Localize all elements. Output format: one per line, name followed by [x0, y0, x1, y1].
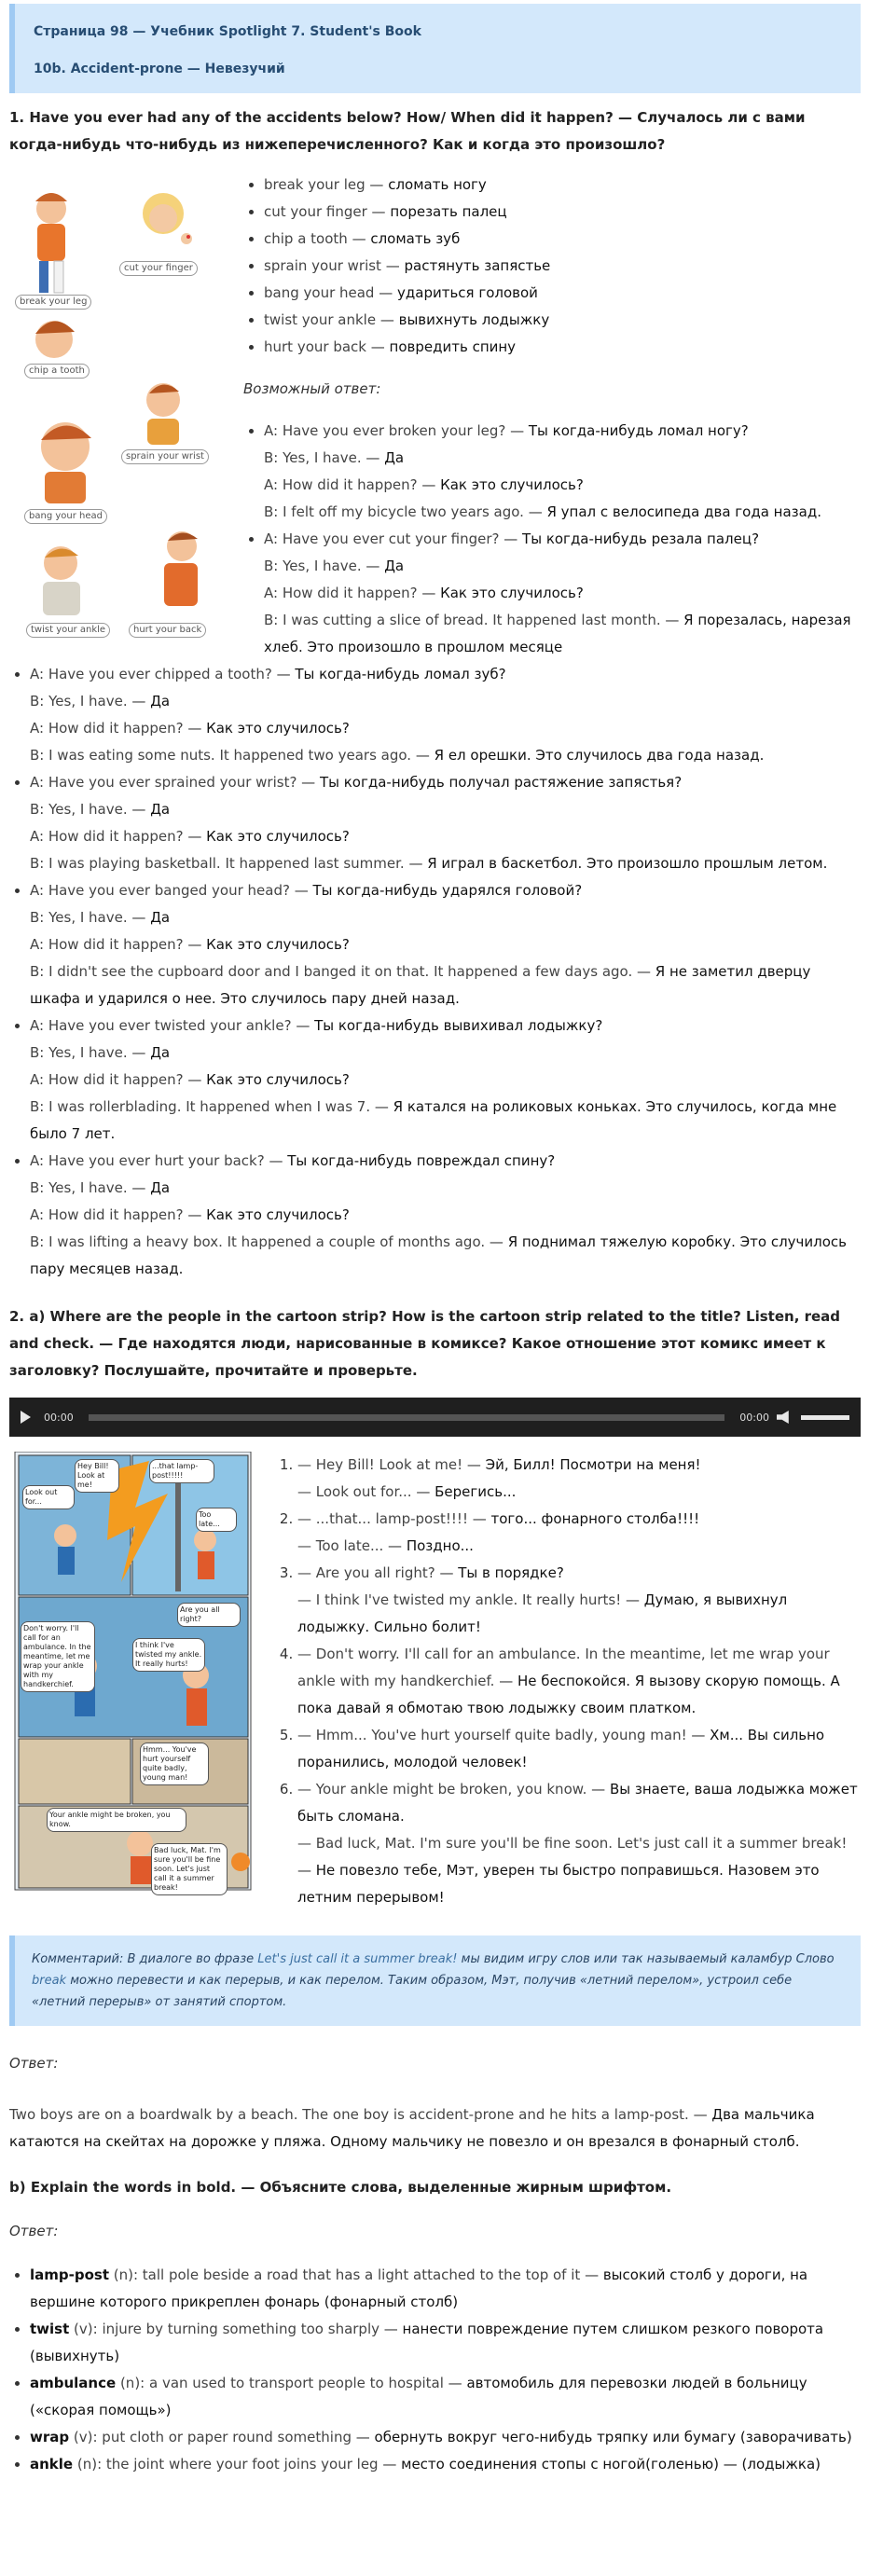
dialogue-ru: Ты когда-нибудь ударялся головой? — [312, 882, 583, 899]
dialogue-line: A: How did it happen? — Как это случилось? — [30, 828, 350, 845]
dialogue-en: A: How did it happen? — [30, 1206, 184, 1223]
audio-current-time: 00:00 — [44, 1411, 74, 1424]
dialogue-ru: Да — [150, 1179, 171, 1196]
dialogue-item — [30, 1148, 861, 1283]
word-item: • ambulance (n): a van used to transport people to hospital — автомобиль для перевозки людей в больницу («скорая помощь») — [30, 2370, 861, 2424]
dialogue-ru: Да — [384, 449, 405, 466]
word-definition: (n): tall pole beside a road that has a light attached to the top of it — [109, 2266, 581, 2283]
dialogue-list-bottom — [9, 661, 861, 1283]
word-translation: автомобиль для перевозки людей в больницу («скорая помощь») — [30, 2375, 807, 2418]
dialogue-line: B: Yes, I have. — Да — [30, 909, 171, 926]
dialogue-line: B: Yes, I have. — Да — [30, 801, 171, 818]
dialogue-ru: Да — [150, 693, 171, 709]
page-header — [9, 4, 861, 93]
dialogue-ru: Как это случилось? — [440, 476, 584, 493]
dialogue-ru: Как это случилось? — [206, 720, 350, 737]
dialogue-line: B: I was playing basketball. It happened last summer. — Я играл в баскетбол. Это произошло прошлым летом. — [30, 855, 828, 872]
task2b-title: b) Explain the words in bold. — Объясните слова, выделенные жирным шрифтом. — [9, 2179, 672, 2196]
strip-en: — ...that... lamp-post!!!! — [297, 1510, 468, 1527]
bubble-9: Your ankle might be broken, you know. — [47, 1808, 186, 1832]
word-term: lamp-post — [30, 2266, 109, 2283]
vocab-item: • hurt your back — повредить спину — [264, 334, 861, 361]
strip-ru: Поздно... — [406, 1537, 474, 1554]
strip-ru: Думаю, я вывихнул лодыжку. Сильно болит! — [297, 1591, 788, 1635]
dialogue-en: B: Yes, I have. — [30, 801, 128, 818]
dialogue-en: A: Have you ever banged your head? — [30, 882, 290, 899]
strip-line: — Bad luck, Mat. I'm sure you'll be fine soon. Let's just call it a summer break! — Не повезло тебе, Мэт, уверен ты быстро поправишься. Назовем это летним перерывом! — [297, 1835, 848, 1906]
comment-word: break — [32, 1974, 67, 1988]
strip-en: — Hey Bill! Look at me! — [297, 1456, 463, 1473]
dialogue-ru: Я играл в баскетбол. Это произошло прошлым летом. — [427, 855, 828, 872]
dialogue-en: B: Yes, I have. — [264, 558, 362, 574]
word-definition: (n): the joint where your foot joins your leg — [73, 2456, 379, 2473]
task2a-answer-en: Two boys are on a boardwalk by a beach. The one boy is accident-prone and he hits a lamp-post. — [9, 2106, 689, 2123]
vocab-item: • sprain your wrist — растянуть запястье — [264, 253, 861, 280]
dialogue-ru: Ты когда-нибудь повреждал спину? — [287, 1152, 556, 1169]
strip-ru: Не беспокойся. Я вызову скорую помощь. А пока давай я обмотаю твою лодыжку своим платком. — [297, 1673, 840, 1716]
dialogue-en: B: I was playing basketball. It happened last summer. — [30, 855, 405, 872]
dialogue-en: A: Have you ever hurt your back? — [30, 1152, 265, 1169]
strip-en: — Are you all right? — [297, 1564, 435, 1581]
vocab-item: • bang your head — удариться головой — [264, 280, 861, 307]
dialogue-ru: Я катался на роликовых коньках. Это случилось, когда мне было 7 лет. — [30, 1098, 837, 1142]
task2b-answer-label: Ответ: — [9, 2223, 59, 2239]
dialogue-en: A: How did it happen? — [30, 828, 184, 845]
dialogue-en: B: Yes, I have. — [30, 909, 128, 926]
illu-label-twist-ankle: twist your ankle — [26, 623, 110, 638]
dialogue-ru: Я порезалась, нарезая хлеб. Это произошло в прошлом месяце — [264, 612, 851, 655]
dialogue-en: B: I was lifting a heavy box. It happened a couple of months ago. — [30, 1233, 486, 1250]
strip-line: 5. — Hmm... You've hurt yourself quite badly, young man! — Хм... Вы сильно поранились, молодой человек! — [297, 1727, 825, 1770]
dialogue-line: B: Yes, I have. — Да — [264, 558, 405, 574]
dialogue-en: A: How did it happen? — [30, 720, 184, 737]
dialogue-line: B: Yes, I have. — Да — [30, 1179, 171, 1196]
word-item: • lamp-post (n): tall pole beside a road that has a light attached to the top of it — высокий столб у дороги, на вершине которого прикреплен фонарь (фонарный столб) — [30, 2262, 861, 2316]
bubble-1: Hey Bill! Look at me! — [75, 1459, 119, 1493]
audio-duration: 00:00 — [739, 1411, 769, 1424]
strip-ru: Ты в порядке? — [458, 1564, 564, 1581]
dialogue-en: A: Have you ever sprained your wrist? — [30, 774, 297, 791]
strip-line: 4. — Don't worry. I'll call for an ambulance. In the meantime, let me wrap your ankle with my handkerchief. — Не беспокойся. Я вызову скорую помощь. А пока давай я обмотаю твою лодыжку своим платком. — [297, 1646, 840, 1716]
strip-line: 1. — Hey Bill! Look at me! — Эй, Билл! Посмотри на меня! — [297, 1456, 701, 1473]
illu-label-chip-tooth: chip a tooth — [24, 364, 90, 379]
dialogue-line: • A: Have you ever sprained your wrist? — Ты когда-нибудь получал растяжение запястья? — [30, 774, 683, 791]
vocab-item: • break your leg — сломать ногу — [264, 172, 861, 199]
dialogue-line: B: I was eating some nuts. It happened two years ago. — Я ел орешки. Это случилось два года назад. — [30, 747, 765, 764]
dialogue-ru: Я упал с велосипеда два года назад. — [546, 503, 821, 520]
vocab-item: • twist your ankle — вывихнуть лодыжку — [264, 307, 861, 334]
vocab-item: • cut your finger — порезать палец — [264, 199, 861, 226]
dialogue-line: B: I didn't see the cupboard door and I banged it on that. It happened a few days ago. — Я не заметил дверцу шкафа и ударился о нее. Это случилось пару дней назад. — [30, 963, 811, 1007]
word-translation: обернуть вокруг чего-нибудь тряпку или бумагу (заворачивать) — [374, 2429, 852, 2445]
dialogue-list-top — [243, 418, 861, 661]
vocab-en: cut your finger — [264, 203, 367, 220]
word-translation: высокий столб у дороги, на вершине которого прикреплен фонарь (фонарный столб) — [30, 2266, 808, 2310]
strip-ru: Вы знаете, ваша лодыжка может быть сломана. — [297, 1781, 858, 1825]
dialogue-line: A: How did it happen? — Как это случилось? — [264, 476, 584, 493]
dialogue-en: B: I was rollerblading. It happened when I was 7. — [30, 1098, 371, 1115]
vocab-en: hurt your back — [264, 338, 366, 355]
task2a-answer-ru: Два мальчика катаются на скейтах на дорожке у пляжа. Одному мальчику не повезло и он врезался в фонарный столб. — [9, 2106, 815, 2150]
vocab-ru: растянуть запястье — [404, 257, 551, 274]
dialogue-line: B: Yes, I have. — Да — [30, 693, 171, 709]
dialogue-en: A: How did it happen? — [264, 476, 418, 493]
comment-text-3: можно перевести и как перерыв, и как перелом. Таким образом, Мэт, получив «летний перелом», устроил себе «летний перерыв» от занятий спортом. — [32, 1974, 793, 2009]
dialogue-item — [264, 418, 861, 526]
strip-ru: Берегись... — [435, 1483, 517, 1500]
vocab-list — [243, 172, 861, 361]
play-icon[interactable] — [21, 1411, 31, 1424]
task1-row — [9, 172, 861, 661]
cartoon-strip — [9, 1452, 256, 1899]
vocab-ru: удариться головой — [397, 284, 538, 301]
vocab-en: twist your ankle — [264, 311, 377, 328]
strip-item — [297, 1560, 861, 1641]
dialogue-line: • A: Have you ever cut your finger? — Ты когда-нибудь резала палец? — [264, 530, 760, 547]
word-term: twist — [30, 2321, 70, 2337]
comment-box — [9, 1935, 861, 2026]
strip-item — [297, 1506, 861, 1560]
audio-progress-track[interactable] — [89, 1414, 725, 1421]
strip-line: — Look out for... — Берегись... — [297, 1483, 517, 1500]
strip-dialogue-list — [271, 1452, 861, 1911]
dialogue-ru: Как это случилось? — [206, 936, 350, 953]
strip-item — [297, 1776, 861, 1911]
bubble-4: Too late... — [196, 1508, 237, 1532]
dialogue-line: A: How did it happen? — Как это случилось? — [30, 936, 350, 953]
dialogue-line: B: I felt off my bicycle two years ago. — Я упал с велосипеда два года назад. — [264, 503, 821, 520]
task1-right-column — [243, 172, 861, 661]
dialogue-line: A: How did it happen? — Как это случилось? — [264, 585, 584, 601]
dialogue-line: B: I was cutting a slice of bread. It happened last month. — Я порезалась, нарезая хлеб. Это произошло в прошлом месяце — [264, 612, 851, 655]
dialogue-line: • A: Have you ever banged your head? — Ты когда-нибудь ударялся головой? — [30, 882, 583, 899]
task2a-title: 2. a) Where are the people in the cartoon strip? How is the cartoon strip related to the title? Listen, read and check. — Где находятся люди, нарисованные в комиксе? Какое отношение этот комикс имеет к заголовку? Послушайте, прочитайте и проверьте. — [9, 1308, 841, 1379]
page-subtitle: 10b. Accident-prone — Невезучий — [34, 62, 285, 76]
dialogue-ru: Я поднимал тяжелую коробку. Это случилось пару месяцев назад. — [30, 1233, 848, 1277]
strip-en: — Hmm... You've hurt yourself quite badly, young man! — [297, 1727, 687, 1743]
dialogue-line: • A: Have you ever hurt your back? — Ты когда-нибудь повреждал спину? — [30, 1152, 556, 1169]
vocab-ru: вывихнуть лодыжку — [398, 311, 550, 328]
illu-label-bang-head: bang your head — [24, 509, 107, 524]
dialogue-en: A: Have you ever twisted your ankle? — [30, 1017, 292, 1034]
dialogue-line: B: I was rollerblading. It happened when I was 7. — Я катался на роликовых коньках. Это случилось, когда мне было 7 лет. — [30, 1098, 837, 1142]
word-translation: место соединения стопы с ногой(голенью) — (лодыжка) — [401, 2456, 821, 2473]
vocab-en: break your leg — [264, 176, 366, 193]
strip-ru: того... фонарного столба!!!! — [490, 1510, 700, 1527]
vocab-ru: повредить спину — [389, 338, 517, 355]
dialogue-ru: Да — [150, 1044, 171, 1061]
dialogue-ru: Да — [150, 801, 171, 818]
comment-text-2: мы видим игру слов или так называемый каламбур Слово — [457, 1952, 835, 1966]
dialogue-item — [30, 877, 861, 1012]
comment-phrase: Let's just call it a summer break! — [257, 1952, 458, 1966]
illu-label-break-leg: break your leg — [15, 295, 91, 310]
strip-item — [297, 1722, 861, 1776]
word-translation: нанести повреждение путем слишком резкого поворота (вывихнуть) — [30, 2321, 824, 2364]
dialogue-ru: Ты когда-нибудь получал растяжение запястья? — [319, 774, 683, 791]
dialogue-item — [264, 526, 861, 661]
vocab-ru: сломать зуб — [370, 230, 461, 247]
vocab-en: sprain your wrist — [264, 257, 381, 274]
strip-en: — I think I've twisted my ankle. It really hurts! — [297, 1591, 622, 1608]
strip-en: — Your ankle might be broken, you know. — [297, 1781, 587, 1798]
dialogue-line: • A: Have you ever broken your leg? — Ты когда-нибудь ломал ногу? — [264, 422, 749, 439]
audio-player — [9, 1398, 861, 1437]
strip-line: — Too late... — Поздно... — [297, 1537, 474, 1554]
dialogue-line: • A: Have you ever chipped a tooth? — Ты когда-нибудь ломал зуб? — [30, 666, 506, 682]
dialogue-en: A: How did it happen? — [264, 585, 418, 601]
strip-line: 3. — Are you all right? — Ты в порядке? — [297, 1564, 564, 1581]
dialogue-line: A: How did it happen? — Как это случилось? — [30, 1071, 350, 1088]
bubble-10: Bad luck, Mat. I'm sure you'll be fine soon. Let's just call it a summer break! — [151, 1843, 228, 1895]
dialogue-en: B: Yes, I have. — [30, 1044, 128, 1061]
vocab-en: chip a tooth — [264, 230, 348, 247]
accidents-illustration — [9, 172, 238, 661]
strip-ru: Не повезло тебе, Мэт, уверен ты быстро поправишься. Назовем это летним перерывом! — [297, 1862, 820, 1906]
strip-ru: Хм... Вы сильно поранились, молодой человек! — [297, 1727, 825, 1770]
dialogue-ru: Как это случилось? — [206, 1206, 350, 1223]
dialogue-ru: Я не заметил дверцу шкафа и ударился о нее. Это случилось пару дней назад. — [30, 963, 811, 1007]
dialogue-line: A: How did it happen? — Как это случилось? — [30, 720, 350, 737]
dialogue-en: A: Have you ever cut your finger? — [264, 530, 500, 547]
bubble-5: Are you all right? — [177, 1603, 241, 1627]
dialogue-ru: Как это случилось? — [440, 585, 584, 601]
dialogue-line: • A: Have you ever twisted your ankle? — Ты когда-нибудь вывихивал лодыжку? — [30, 1017, 603, 1034]
task2a-answer: Two boys are on a boardwalk by a beach. The one boy is accident-prone and he hits a lamp-post. — Два мальчика катаются на скейтах на дорожке у пляжа. Одному мальчику не повезло и он врезался в фонарный столб. — [9, 2106, 815, 2150]
dialogue-ru: Я ел орешки. Это случилось два года назад. — [434, 747, 765, 764]
strip-line: 2. — ...that... lamp-post!!!! — того... фонарного столба!!!! — [297, 1510, 700, 1527]
task1-answer-label: Возможный ответ: — [243, 380, 381, 397]
dialogue-en: A: How did it happen? — [30, 936, 184, 953]
strip-en: — Look out for... — [297, 1483, 412, 1500]
dialogue-en: B: I felt off my bicycle two years ago. — [264, 503, 524, 520]
vocab-en: bang your head — [264, 284, 375, 301]
dialogue-item — [30, 769, 861, 877]
strip-item — [297, 1641, 861, 1722]
dialogue-ru: Ты когда-нибудь ломал зуб? — [295, 666, 506, 682]
dialogue-en: B: Yes, I have. — [30, 1179, 128, 1196]
dialogue-ru: Да — [150, 909, 171, 926]
word-definition: (v): put cloth or paper round something — [69, 2429, 352, 2445]
vocab-item: • chip a tooth — сломать зуб — [264, 226, 861, 253]
word-item: • wrap (v): put cloth or paper round something — обернуть вокруг чего-нибудь тряпку или бумагу (заворачивать) — [30, 2424, 861, 2451]
vocab-ru: сломать ногу — [388, 176, 487, 193]
dialogue-line: B: Yes, I have. — Да — [264, 449, 405, 466]
page-title: Страница 98 — Учебник Spotlight 7. Student's Book — [34, 24, 421, 39]
word-item: • ankle (n): the joint where your foot joins your leg — место соединения стопы с ногой(голенью) — (лодыжка) — [30, 2451, 861, 2478]
word-item: • twist (v): injure by turning something too sharply — нанести повреждение путем слишком резкого поворота (вывихнуть) — [30, 2316, 861, 2370]
dialogue-en: A: Have you ever chipped a tooth? — [30, 666, 272, 682]
volume-icon[interactable] — [777, 1411, 792, 1424]
word-definition: (v): injure by turning something too sharply — [69, 2321, 379, 2337]
illu-label-hurt-back: hurt your back — [129, 623, 206, 638]
dialogue-ru: Как это случилось? — [206, 1071, 350, 1088]
dialogue-ru: Да — [384, 558, 405, 574]
dialogue-line: A: How did it happen? — Как это случилось? — [30, 1206, 350, 1223]
strip-en: — Too late... — [297, 1537, 384, 1554]
illu-label-sprain-wrist: sprain your wrist — [121, 449, 209, 464]
word-term: ankle — [30, 2456, 74, 2473]
strip-en: — Bad luck, Mat. I'm sure you'll be fine soon. Let's just call it a summer break! — [297, 1835, 848, 1852]
bubble-7: Don't worry. I'll call for an ambulance. In the meantime, let me wrap your ankle with my handkerchief. — [21, 1621, 95, 1692]
bubble-3: ...that lamp-post!!!!! — [149, 1459, 214, 1483]
bubble-6: I think I've twisted my ankle. It really hurts! — [132, 1638, 205, 1672]
words-list — [9, 2262, 861, 2478]
word-term: ambulance — [30, 2375, 117, 2391]
dialogue-item — [30, 1012, 861, 1148]
dialogue-en: A: Have you ever broken your leg? — [264, 422, 506, 439]
comment-text-1: Комментарий: В диалоге во фразе — [32, 1952, 258, 1966]
dialogue-ru: Ты когда-нибудь ломал ногу? — [528, 422, 749, 439]
bubble-8: Hmm... You've hurt yourself quite badly, young man! — [140, 1743, 209, 1785]
task2a-answer-label: Ответ: — [9, 2055, 59, 2072]
strip-line: 6. — Your ankle might be broken, you know. — Вы знаете, ваша лодыжка может быть сломана. — [297, 1781, 858, 1825]
strip-line: — I think I've twisted my ankle. It really hurts! — Думаю, я вывихнул лодыжку. Сильно болит! — [297, 1591, 788, 1635]
dialogue-ru: Как это случилось? — [206, 828, 350, 845]
dialogue-en: B: Yes, I have. — [264, 449, 362, 466]
illu-label-cut-finger: cut your finger — [119, 261, 198, 276]
dialogue-item — [30, 661, 861, 769]
dialogue-en: A: How did it happen? — [30, 1071, 184, 1088]
dialogue-en: B: I was cutting a slice of bread. It happened last month. — [264, 612, 661, 628]
bubble-2: Look out for... — [22, 1485, 75, 1509]
vocab-ru: порезать палец — [390, 203, 507, 220]
task1-title: 1. Have you ever had any of the accidents below? How/ When did it happen? — Случалось ли с вами когда-нибудь что-нибудь из нижеперечисленного? Как и когда это произошло? — [9, 109, 806, 153]
strip-ru: Эй, Билл! Посмотри на меня! — [485, 1456, 701, 1473]
volume-slider[interactable] — [801, 1415, 849, 1420]
word-definition: (n): a van used to transport people to hospital — [116, 2375, 444, 2391]
word-term: wrap — [30, 2429, 70, 2445]
dialogue-line: B: Yes, I have. — Да — [30, 1044, 171, 1061]
dialogue-line: B: I was lifting a heavy box. It happened a couple of months ago. — Я поднимал тяжелую коробку. Это случилось пару месяцев назад. — [30, 1233, 848, 1277]
strip-item — [297, 1452, 861, 1506]
dialogue-en: B: I was eating some nuts. It happened two years ago. — [30, 747, 412, 764]
dialogue-ru: Ты когда-нибудь вывихивал лодыжку? — [314, 1017, 603, 1034]
dialogue-ru: Ты когда-нибудь резала палец? — [522, 530, 760, 547]
dialogue-en: B: Yes, I have. — [30, 693, 128, 709]
task2a-row — [9, 1452, 861, 1911]
strip-en: — Don't worry. I'll call for an ambulance. In the meantime, let me wrap your ankle with my handkerchief. — [297, 1646, 830, 1689]
dialogue-en: B: I didn't see the cupboard door and I banged it on that. It happened a few days ago. — [30, 963, 633, 980]
